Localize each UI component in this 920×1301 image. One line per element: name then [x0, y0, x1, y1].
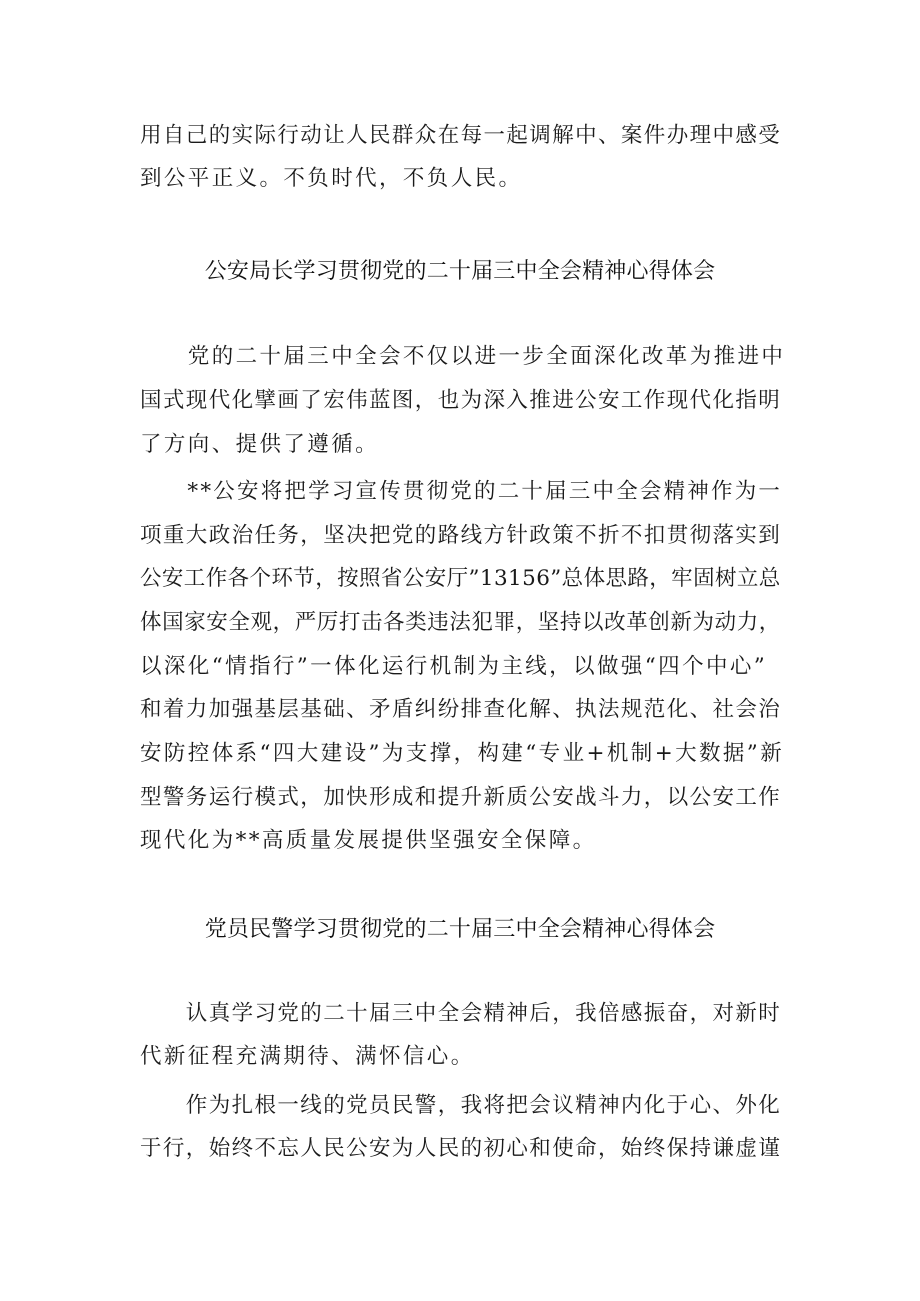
paragraph-line: 认真学习党的二十届三中全会精神后，我倍感振奋，对新时 — [140, 1001, 782, 1026]
paragraph-line: 现代化为**高质量发展提供坚强安全保障。 — [140, 828, 597, 853]
paragraph-line: 于行，始终不忘人民公安为人民的初心和使命，始终保持谦虚谨 — [140, 1136, 782, 1161]
paragraph-line: 和着力加强基层基础、矛盾纠纷排查化解、执法规范化、社会治 — [140, 697, 782, 722]
paragraph-line: 项重大政治任务，坚决把党的路线方针政策不折不扣贯彻落实到 — [140, 523, 782, 548]
paragraph-line: 作为扎根一线的党员民警，我将把会议精神内化于心、外化 — [140, 1093, 782, 1118]
paragraph-line: 党的二十届三中全会不仅以进一步全面深化改革为推进中 — [140, 344, 786, 369]
paragraph-line: 安防控体系“四大建设”为支撑，构建“专业+机制+大数据”新 — [140, 741, 785, 766]
paragraph-line: 了方向、提供了遵循。 — [140, 432, 380, 457]
paragraph-line: 国式现代化擘画了宏伟蓝图，也为深入推进公安工作现代化指明 — [140, 388, 782, 413]
paragraph-line: 型警务运行模式，加快形成和提升新质公安战斗力，以公安工作 — [140, 785, 782, 810]
paragraph-line: **公安将把学习宣传贯彻党的二十届三中全会精神作为一 — [140, 479, 783, 504]
paragraph-line: 代新征程充满期待、满怀信心。 — [140, 1044, 475, 1069]
paragraph-line: 到公平正义。不负时代，不负人民。 — [140, 166, 523, 191]
paragraph-line: 用自己的实际行动让人民群众在每一起调解中、案件办理中感受 — [140, 123, 782, 148]
paragraph-line: 公安工作各个环节，按照省公安厅”13156”总体思路，牢固树立总 — [140, 566, 781, 591]
paragraph-line: 体国家安全观，严厉打击各类违法犯罪，坚持以改革创新为动力， — [140, 610, 781, 635]
section-title-party-police: 党员民警学习贯彻党的二十届三中全会精神心得体会 — [204, 917, 716, 942]
paragraph-line: 以深化“情指行”一体化运行机制为主线，以做强“四个中心” — [140, 654, 768, 679]
section-title-police-chief: 公安局长学习贯彻党的二十届三中全会精神心得体会 — [204, 259, 716, 284]
